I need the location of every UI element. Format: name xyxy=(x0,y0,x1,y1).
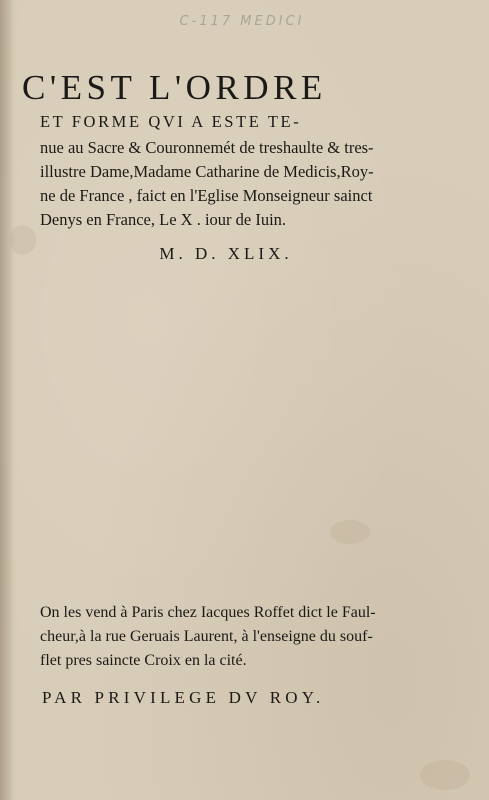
privilege-line: PAR PRIVILEGE DV ROY. xyxy=(42,688,325,707)
paper-stain xyxy=(330,520,370,544)
body-line-3: ne de France , faict en l'Eglise Monseigneur sainct xyxy=(40,186,373,205)
imprint-line-2: cheur,à la rue Geruais Laurent, à l'enseigne du souf- xyxy=(40,628,373,645)
paper-stain xyxy=(420,760,470,790)
binding-shadow xyxy=(0,0,14,800)
publication-date: M. D. XLIX. xyxy=(159,244,293,263)
subtitle-line: ET FORME QVI A ESTE TE- xyxy=(40,112,302,131)
page-title: C'EST L'ORDRE xyxy=(22,68,327,107)
body-line-1: nue au Sacre & Couronnemét de treshaulte & tres- xyxy=(40,138,374,157)
imprint-line-3: flet pres saincte Croix en la cité. xyxy=(40,652,247,669)
imprint-line-1: On les vend à Paris chez Iacques Roffet dict le Faul- xyxy=(40,604,376,621)
body-line-2: illustre Dame,Madame Catharine de Medicis,Roy- xyxy=(40,162,374,181)
pencil-annotation: C-117 MEDICI xyxy=(179,14,305,29)
body-line-4: Denys en France, Le X . iour de Iuin. xyxy=(40,210,287,229)
